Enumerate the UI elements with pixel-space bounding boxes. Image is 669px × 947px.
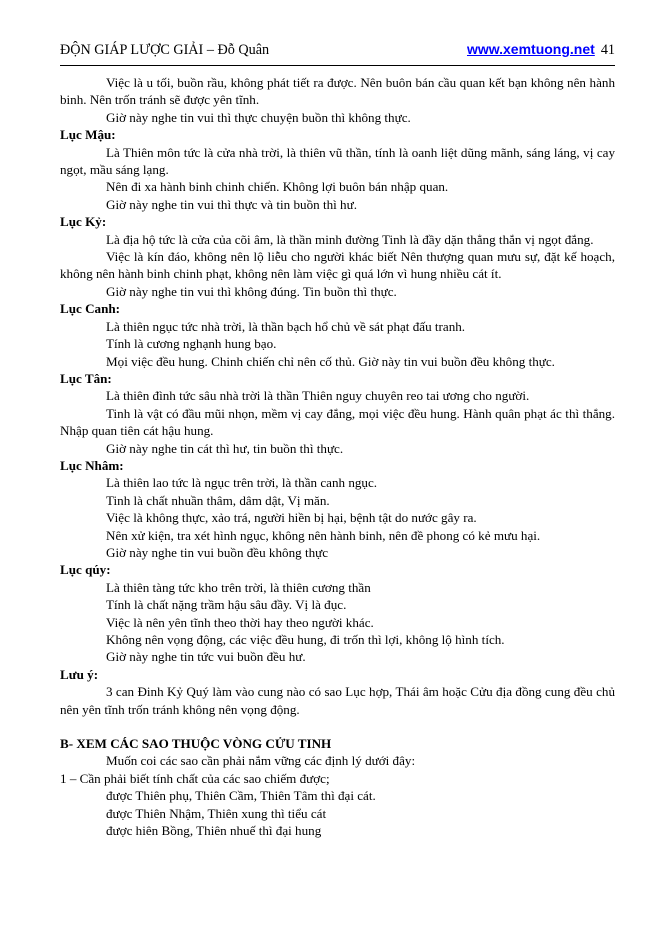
paragraph: được Thiên phụ, Thiên Cầm, Thiên Tâm thì đại cát. (106, 788, 376, 804)
section-heading-luc-canh: Lục Canh: (60, 301, 121, 317)
section-heading-luu-y: Lưu ý: (60, 666, 99, 682)
paragraph: Việc là kín đáo, không nên lộ liễu cho người khác biết Nên thượng quan mưu sự, đặt kế hoạch, không nên hành binh chinh phạt, không nên làm việc gì quá lớn vì hung nhiều cát ít. (60, 249, 615, 282)
paragraph: Nên đi xa hành binh chinh chiến. Không lợi buôn bán nhập quan. (106, 179, 449, 195)
section-heading-luc-nham: Lục Nhâm: (60, 457, 124, 473)
paragraph: Nên xử kiện, tra xét hình ngục, không nên hành binh, nên đề phong có kẻ mưu hại. (106, 527, 541, 543)
paragraph: 3 can Đinh Kỷ Quý làm vào cung nào có sao Lục hợp, Thái âm hoặc Cửu địa đồng cung đều chủ nên yên tĩnh trốn tránh không nên vọng động. (60, 684, 615, 717)
paragraph: Là Thiên môn tức là cửa nhà trời, là thiên vũ thần, tính là oanh liệt dũng mãnh, sáng láng, vị cay ngọt, mầu sáng lạng. (60, 144, 615, 178)
paragraph: Giờ này nghe tin tức vui buồn đều hư. (106, 649, 306, 665)
paragraph: Việc là u tối, buồn rầu, không phát tiết ra được. Nên buôn bán cầu quan kết bạn không nên hành binh. Nên trốn tránh sẽ được yên tĩnh. (60, 75, 615, 108)
paragraph: Việc là nên yên tĩnh theo thời hay theo người khác. (106, 614, 374, 630)
paragraph: Là địa hộ tức là cửa của cõi âm, là thần minh đường Tinh là đầy dặn thẳng thắn vị ngọt đắng. (106, 231, 594, 247)
paragraph: Là thiên lao tức là ngục trên trời, là thần canh ngục. (106, 475, 378, 491)
paragraph: Là thiên ngục tức nhà trời, là thần bạch hổ chủ về sát phạt đấu tranh. (106, 318, 466, 334)
numbered-item: 1 – Cần phải biết tính chất của các sao chiếm được; (60, 770, 330, 786)
paragraph: Tinh là chất nhuần thâm, dâm dật, Vị măn. (106, 492, 330, 508)
paragraph: Muốn coi các sao cần phải nắm vững các định lý dưới đây: (106, 753, 416, 769)
section-heading-luc-quy: Lục qúy: (60, 562, 111, 578)
paragraph: Tính là cương nghạnh hung bạo. (106, 336, 277, 352)
paragraph: Tinh là vật có đầu mũi nhọn, mềm vị cay đắng, mọi việc đều hung. Hành quân phạt ác thì thắng. Nhập quan tiên cát hậu hung. (60, 405, 615, 439)
paragraph: Giờ này nghe tin vui thì thực và tin buồn thì hư. (106, 196, 357, 212)
paragraph: Giờ này nghe tin vui thì không đúng. Tin buồn thì thực. (106, 283, 397, 299)
page-header (60, 41, 615, 61)
paragraph: Mọi việc đều hung. Chinh chiến chỉ nên cố thủ. Giờ này tin vui buồn đều không thực. (106, 353, 555, 369)
paragraph: được Thiên Nhậm, Thiên xung thì tiểu cát (106, 805, 327, 821)
section-b-heading: B- XEM CÁC SAO THUỘC VÒNG CỬU TINH (60, 736, 332, 752)
paragraph: Là thiên đình tức sâu nhà trời là thần Thiên nguy chuyên reo tai ương cho người. (106, 388, 530, 404)
paragraph: Giờ này nghe tin cát thì hư, tin buồn thì thực. (106, 440, 344, 456)
paragraph: Giờ này nghe tin vui buồn đều không thực (106, 544, 329, 560)
website-link[interactable]: www.xemtuong.net (466, 41, 595, 57)
paragraph: Việc là không thực, xảo trá, người hiền bị hại, bệnh tật do nước gây ra. (106, 510, 477, 526)
document-title: ĐỘN GIÁP LƯỢC GIẢI – Đỗ Quân (60, 42, 270, 58)
paragraph: Tính là chất nặng trầm hậu sâu đầy. Vị là đục. (106, 597, 347, 613)
paragraph: Là thiên tàng tức kho trên trời, là thiên cương thần (106, 579, 371, 595)
paragraph: Giờ này nghe tin vui thì thực chuyện buồn thì không thực. (106, 109, 411, 125)
header-divider (60, 65, 615, 66)
paragraph: được hiên Bồng, Thiên nhuế thì đại hung (106, 823, 322, 839)
spacer (60, 718, 615, 735)
header-right (467, 41, 615, 59)
section-heading-luc-ky: Lục Kỷ: (60, 214, 107, 230)
page-body (60, 74, 615, 839)
section-heading-luc-mau: Lục Mậu: (60, 127, 116, 143)
paragraph: Không nên vọng động, các việc đều hung, đi trốn thì lợi, không lộ hình tích. (106, 632, 505, 647)
section-heading-luc-tan: Lục Tân: (60, 370, 112, 386)
page-number: 41 (600, 42, 615, 58)
